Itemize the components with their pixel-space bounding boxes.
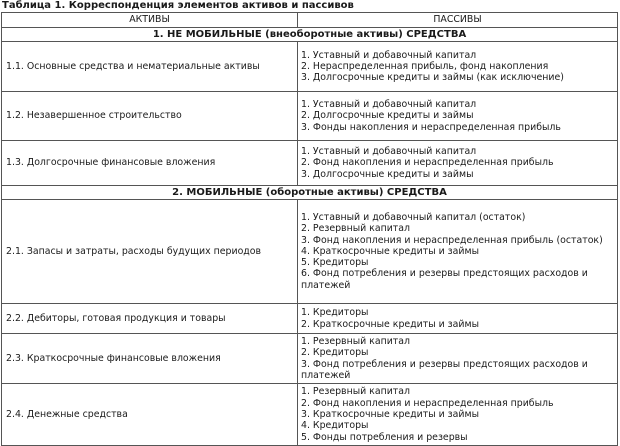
liability-item: 3. Краткосрочные кредиты и займы xyxy=(301,409,479,421)
section-title: 2. МОБИЛЬНЫЕ (оборотные активы) СРЕДСТВА xyxy=(2,186,618,200)
liability-item: 5. Кредиторы xyxy=(301,257,369,269)
section-row xyxy=(2,186,618,200)
liability-item: 2. Долгосрочные кредиты и займы xyxy=(301,110,474,122)
table-row xyxy=(2,141,618,186)
liability-item: 2. Резервный капитал xyxy=(301,223,411,235)
liability-item: 6. Фонд потребления и резервы предстоящих расходов и платежей xyxy=(301,268,588,291)
table-row xyxy=(2,334,618,384)
table-caption: Таблица 1. Корреспонденция элементов активов и пассивов xyxy=(2,0,354,11)
liability-item: 1. Резервный капитал xyxy=(301,336,411,347)
liability-item: 2. Фонд накопления и нераспределенная прибыль xyxy=(301,157,554,169)
liability-item: 1. Резервный капитал xyxy=(301,386,411,398)
liability-item: 1. Уставный и добавочный капитал (остаток) xyxy=(301,211,526,223)
liabilities-cell xyxy=(298,200,618,304)
liabilities-cell xyxy=(298,42,618,92)
table-row xyxy=(2,42,618,92)
liability-item: 3. Долгосрочные кредиты и займы (как исключение) xyxy=(301,72,564,84)
liability-item: 4. Краткосрочные кредиты и займы xyxy=(301,245,479,257)
liability-item: 2. Фонд накопления и нераспределенная прибыль xyxy=(301,397,554,409)
liability-item: 5. Фонды потребления и резервы xyxy=(301,431,468,443)
liabilities-cell xyxy=(298,304,618,334)
asset-cell: 2.3. Краткосрочные финансовые вложения xyxy=(2,334,298,384)
correspondence-table xyxy=(1,12,618,446)
liability-item: 2. Краткосрочные кредиты и займы xyxy=(301,318,479,330)
liability-item: 2. Кредиторы xyxy=(301,347,369,359)
header-assets: АКТИВЫ xyxy=(2,13,298,28)
section-row xyxy=(2,28,618,42)
table-row xyxy=(2,200,618,304)
liability-item: 4. Кредиторы xyxy=(301,420,369,432)
table-row xyxy=(2,304,618,334)
asset-cell: 2.4. Денежные средства xyxy=(2,384,298,446)
liability-item: 1. Кредиторы xyxy=(301,307,369,319)
asset-cell: 2.1. Запасы и затраты, расходы будущих периодов xyxy=(2,200,298,304)
header-liabilities: ПАССИВЫ xyxy=(298,13,618,28)
asset-cell: 2.2. Дебиторы, готовая продукция и товары xyxy=(2,304,298,334)
section-title: 1. НЕ МОБИЛЬНЫЕ (внеоборотные активы) СРЕДСТВА xyxy=(2,28,618,42)
table-body xyxy=(2,28,618,446)
asset-cell: 1.3. Долгосрочные финансовые вложения xyxy=(2,141,298,186)
liability-item: 3. Долгосрочные кредиты и займы xyxy=(301,168,474,180)
asset-cell: 1.2. Незавершенное строительство xyxy=(2,92,298,141)
table-row xyxy=(2,384,618,446)
table-row xyxy=(2,92,618,141)
liability-item: 1. Уставный и добавочный капитал xyxy=(301,49,477,61)
liability-item: 2. Нераспределенная прибыль, фонд накопления xyxy=(301,60,549,72)
liability-item: 1. Уставный и добавочный капитал xyxy=(301,146,477,158)
liability-item: 1. Уставный и добавочный капитал xyxy=(301,99,477,111)
liability-item: 3. Фонд накопления и нераспределенная прибыль (остаток) xyxy=(301,234,603,246)
liability-item: 3. Фонд потребления и резервы предстоящих расходов и платежей xyxy=(301,358,588,381)
header-row xyxy=(2,13,618,28)
liabilities-cell xyxy=(298,334,618,384)
liabilities-cell xyxy=(298,141,618,186)
liability-item: 3. Фонды накопления и нераспределенная прибыль xyxy=(301,121,561,133)
liabilities-cell xyxy=(298,384,618,446)
liabilities-cell xyxy=(298,92,618,141)
asset-cell: 1.1. Основные средства и нематериальные активы xyxy=(2,42,298,92)
